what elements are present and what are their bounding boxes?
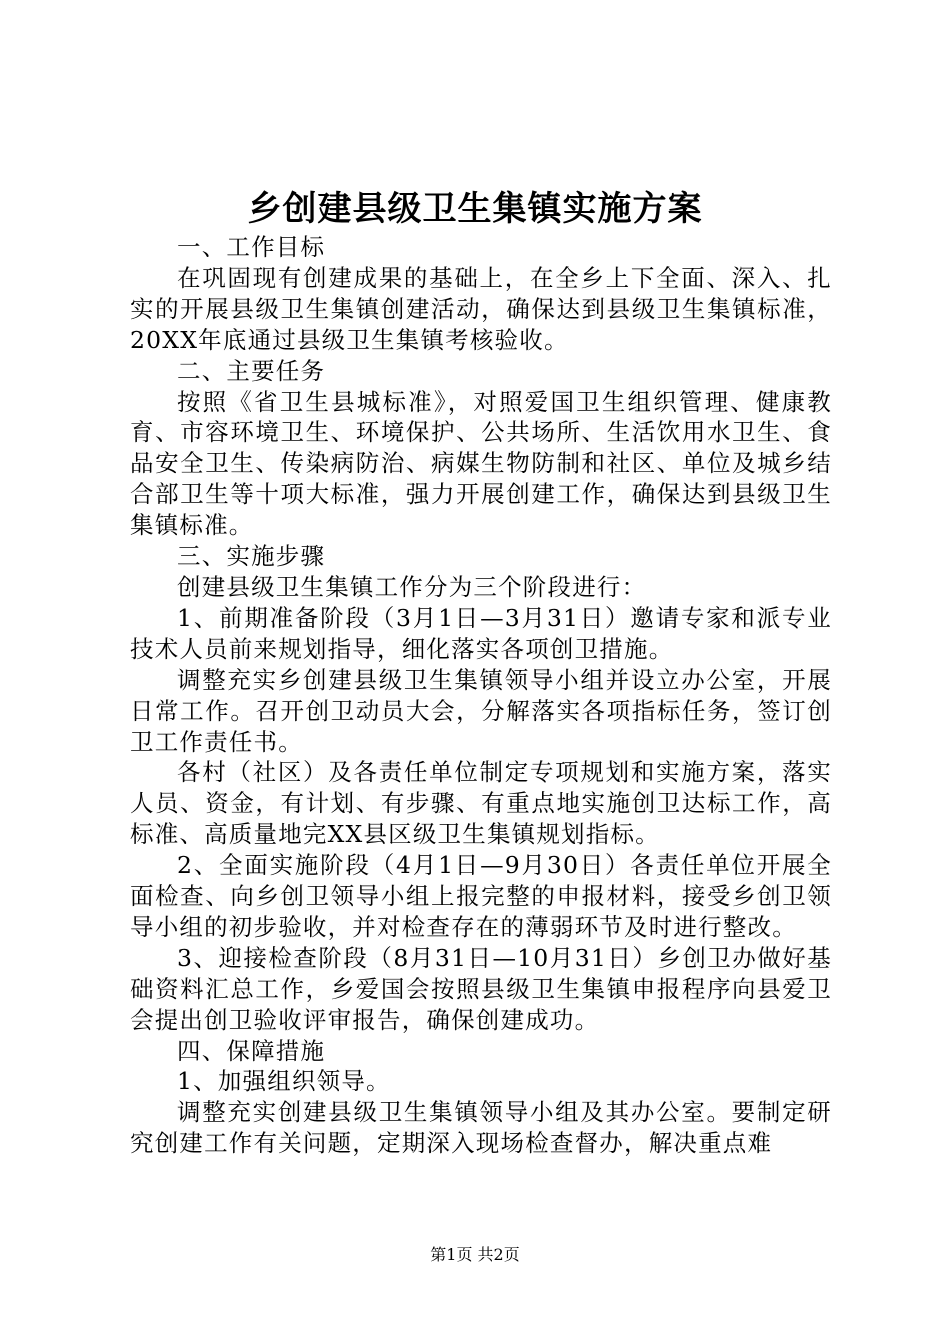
- section-heading-steps: 三、实施步骤: [177, 542, 326, 571]
- paragraph-step-3: 3、迎接检查阶段（8月31日—10月31日）乡创卫办做好基础资料汇总工作，乡爱国会按照县级卫生集镇申报程序向县爱卫会提出创卫验收评审报告，确保创建成功。: [130, 943, 832, 1034]
- document-title: 乡创建县级卫生集镇实施方案: [247, 189, 703, 229]
- paragraph-measure-1-detail: 调整充实创建县级卫生集镇领导小组及其办公室。要制定研究创建工作有关问题，定期深入现场检查督办，解决重点难: [130, 1098, 832, 1158]
- paragraph-step-1-detail-b: 各村（社区）及各责任单位制定专项规划和实施方案，落实人员、资金，有计划、有步骤、有重点地实施创卫达标工作，高标准、高质量地完XX县区级卫生集镇规划指标。: [130, 758, 832, 849]
- page-footer: 第1页 共2页: [430, 1245, 520, 1264]
- paragraph-step-1: 1、前期准备阶段（3月1日—3月31日）邀请专家和派专业技术人员前来规划指导，细化落实各项创卫措施。: [130, 603, 832, 663]
- document-body: [130, 232, 832, 1159]
- section-heading-goals: 一、工作目标: [177, 233, 326, 261]
- paragraph-steps-intro: 创建县级卫生集镇工作分为三个阶段进行：: [177, 572, 647, 601]
- paragraph-step-2: 2、全面实施阶段（4月1日—9月30日）各责任单位开展全面检查、向乡创卫领导小组上报完整的申报材料，接受乡创卫领导小组的初步验收，并对检查存在的薄弱环节及时进行整改。: [130, 851, 832, 941]
- paragraph-goals: 在巩固现有创建成果的基础上，在全乡上下全面、深入、扎实的开展县级卫生集镇创建活动，确保达到县级卫生集镇标准，20XX年底通过县级卫生集镇考核验收。: [130, 263, 832, 354]
- section-heading-measures: 四、保障措施: [177, 1036, 326, 1065]
- paragraph-tasks: 按照《省卫生县城标准》，对照爱国卫生组织管理、健康教育、市容环境卫生、环境保护、公共场所、生活饮用水卫生、食品安全卫生、传染病防治、病媒生物防制和社区、单位及城乡结合部卫生等十项大标准，强力开展创建工作，确保达到县级卫生集镇标准。: [130, 387, 832, 540]
- paragraph-measure-1: 1、加强组织领导。: [177, 1067, 391, 1096]
- paragraph-step-1-detail-a: 调整充实乡创建县级卫生集镇领导小组并设立办公室，开展日常工作。召开创卫动员大会，分解落实各项指标任务，签订创卫工作责任书。: [130, 665, 832, 756]
- section-heading-tasks: 二、主要任务: [177, 356, 326, 385]
